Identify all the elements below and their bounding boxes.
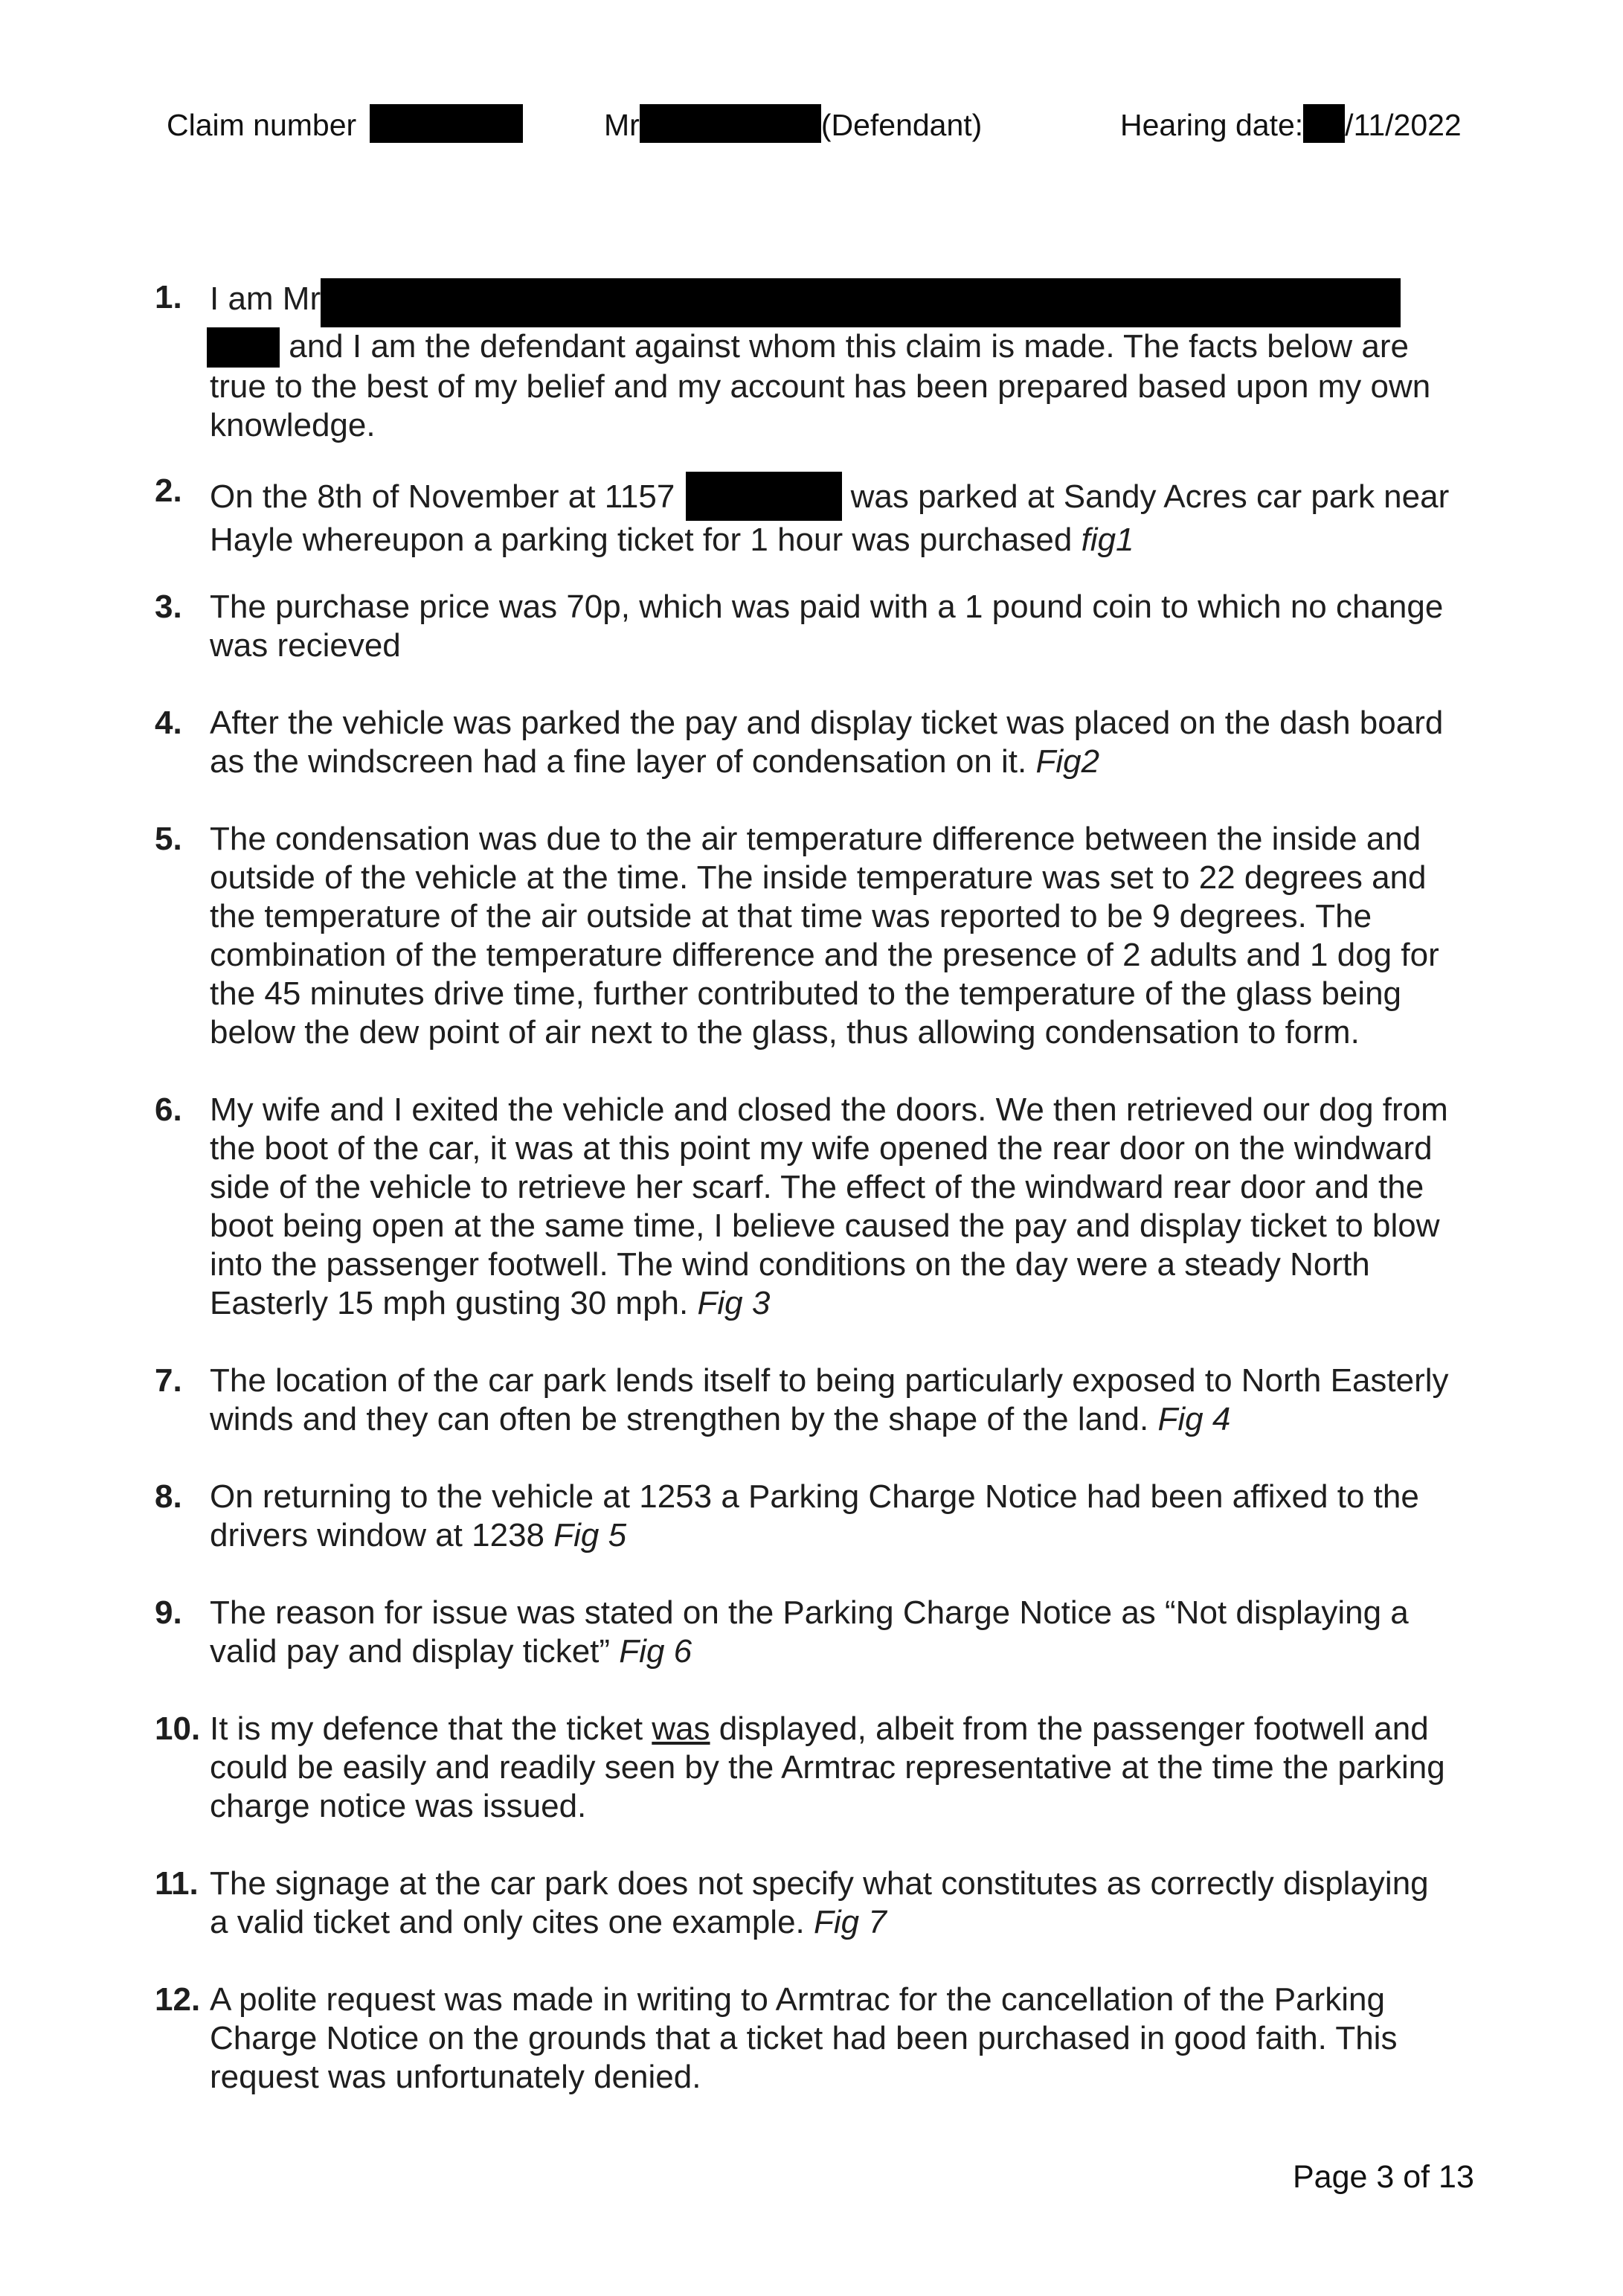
page-number: Page 3 of 13 <box>1293 2159 1474 2195</box>
paragraph-6 <box>155 1091 1494 1323</box>
paragraph-text: The signage at the car park does not specify what constitutes as correctly displaying <box>210 1865 1429 1902</box>
paragraph-7 <box>155 1362 1494 1439</box>
paragraph-text: was recieved <box>210 627 401 664</box>
hearing-date-suffix: /11/2022 <box>1345 108 1462 142</box>
paragraph-text: A polite request was made in writing to Armtrac for the cancellation of the Parking <box>210 1981 1385 2018</box>
figure-reference: fig1 <box>1081 522 1134 558</box>
paragraph-number: 7. <box>155 1362 182 1399</box>
paragraph-2 <box>155 472 1494 559</box>
paragraph-text: On returning to the vehicle at 1253 a Parking Charge Notice had been affixed to the <box>210 1478 1419 1515</box>
paragraph-text: The condensation was due to the air temperature difference between the inside and <box>210 821 1421 857</box>
paragraph-number: 12. <box>155 1981 201 2018</box>
paragraph-text: true to the best of my belief and my account has been prepared based upon my own <box>210 368 1431 405</box>
paragraph-number: 5. <box>155 821 182 857</box>
paragraph-text: boot being open at the same time, I believe caused the pay and display ticket to blow <box>210 1208 1440 1244</box>
paragraph-text: combination of the temperature difference and the presence of 2 adults and 1 dog for <box>210 937 1439 973</box>
paragraph-text: request was unfortunately denied. <box>210 2059 701 2095</box>
paragraph-text: On the 8th of November at 1157 <box>210 478 675 515</box>
paragraph-text: Charge Notice on the grounds that a ticket had been purchased in good faith. This <box>210 2020 1398 2056</box>
defendant-label: (Defendant) <box>820 108 983 142</box>
redaction-vehicle-registration <box>686 472 842 521</box>
paragraph-text: The purchase price was 70p, which was paid with a 1 pound coin to which no change <box>210 589 1444 625</box>
paragraph-text: the temperature of the air outside at that time was reported to be 9 degrees. The <box>210 898 1372 934</box>
paragraph-text: as the windscreen had a fine layer of condensation on it. <box>210 743 1027 780</box>
paragraph-1 <box>155 278 1494 445</box>
figure-reference: Fig 4 <box>1157 1401 1231 1437</box>
redaction-full-name <box>321 278 1401 327</box>
paragraph-text: a valid ticket and only cites one example. <box>210 1904 805 1940</box>
paragraph-text: After the vehicle was parked the pay and display ticket was placed on the dash board <box>210 705 1444 741</box>
paragraph-text: valid pay and display ticket” <box>210 1633 611 1670</box>
paragraph-text: Easterly 15 mph gusting 30 mph. <box>210 1285 689 1321</box>
figure-reference: Fig2 <box>1035 743 1100 780</box>
paragraph-text: was parked at Sandy Acres car park near <box>850 478 1450 515</box>
paragraph-number: 8. <box>155 1478 182 1515</box>
paragraph-text: into the passenger footwell. The wind conditions on the day were a steady North <box>210 1246 1370 1283</box>
underlined-word: was <box>652 1710 710 1747</box>
paragraph-text: I am Mr <box>210 280 321 317</box>
paragraph-number: 2. <box>155 472 182 509</box>
claim-number-field <box>167 104 523 144</box>
paragraph-text: side of the vehicle to retrieve her scarf. The effect of the windward rear door and the <box>210 1169 1424 1205</box>
redaction-hearing-day <box>1303 104 1345 143</box>
figure-reference: Fig 5 <box>553 1517 627 1553</box>
paragraph-text: Hayle whereupon a parking ticket for 1 hour was purchased <box>210 522 1073 558</box>
paragraph-text: It is my defence that the ticket <box>210 1710 643 1747</box>
paragraph-10 <box>155 1710 1494 1826</box>
hearing-date-field <box>1120 104 1462 144</box>
redaction-defendant-name <box>640 104 821 143</box>
paragraph-5 <box>155 820 1494 1052</box>
defendant-field <box>604 104 982 144</box>
paragraph-text: charge notice was issued. <box>210 1788 587 1824</box>
redaction-address <box>207 327 280 368</box>
paragraph-text: winds and they can often be strengthen by the shape of the land. <box>210 1401 1149 1437</box>
paragraph-12 <box>155 1981 1494 2097</box>
paragraph-text: the boot of the car, it was at this point my wife opened the rear door on the windward <box>210 1130 1433 1167</box>
paragraph-text: drivers window at 1238 <box>210 1517 545 1553</box>
paragraph-text: knowledge. <box>210 407 376 443</box>
paragraph-number: 11. <box>155 1865 199 1902</box>
figure-reference: Fig 7 <box>814 1904 887 1940</box>
paragraph-text: displayed, albeit from the passenger footwell and <box>719 1710 1429 1747</box>
paragraph-text: could be easily and readily seen by the Armtrac representative at the time the parking <box>210 1749 1445 1786</box>
paragraph-number: 4. <box>155 705 182 741</box>
paragraph-number: 3. <box>155 589 182 625</box>
mr-label: Mr <box>604 108 640 142</box>
paragraph-text: My wife and I exited the vehicle and closed the doors. We then retrieved our dog from <box>210 1091 1448 1128</box>
figure-reference: Fig 3 <box>697 1285 771 1321</box>
paragraph-9 <box>155 1594 1494 1671</box>
paragraph-text: the 45 minutes drive time, further contributed to the temperature of the glass being <box>210 975 1402 1012</box>
paragraph-number: 9. <box>155 1594 182 1631</box>
paragraph-3 <box>155 588 1494 665</box>
figure-reference: Fig 6 <box>619 1633 692 1670</box>
redaction-claim-number <box>370 104 523 143</box>
paragraph-11 <box>155 1864 1494 1942</box>
paragraph-text: The location of the car park lends itself to being particularly exposed to North Easterly <box>210 1362 1449 1399</box>
claim-number-label: Claim number <box>167 108 357 142</box>
hearing-date-label: Hearing date: <box>1120 108 1304 142</box>
paragraph-number: 6. <box>155 1091 182 1128</box>
paragraph-text: The reason for issue was stated on the Parking Charge Notice as “Not displaying a <box>210 1594 1409 1631</box>
paragraph-number: 1. <box>155 279 182 315</box>
paragraph-8 <box>155 1478 1494 1555</box>
paragraph-text: and I am the defendant against whom this claim is made. The facts below are <box>289 328 1410 365</box>
paragraph-text: outside of the vehicle at the time. The inside temperature was set to 22 degrees and <box>210 859 1427 896</box>
paragraph-4 <box>155 704 1494 781</box>
paragraph-number: 10. <box>155 1710 201 1747</box>
paragraph-text: below the dew point of air next to the glass, thus allowing condensation to form. <box>210 1014 1360 1051</box>
